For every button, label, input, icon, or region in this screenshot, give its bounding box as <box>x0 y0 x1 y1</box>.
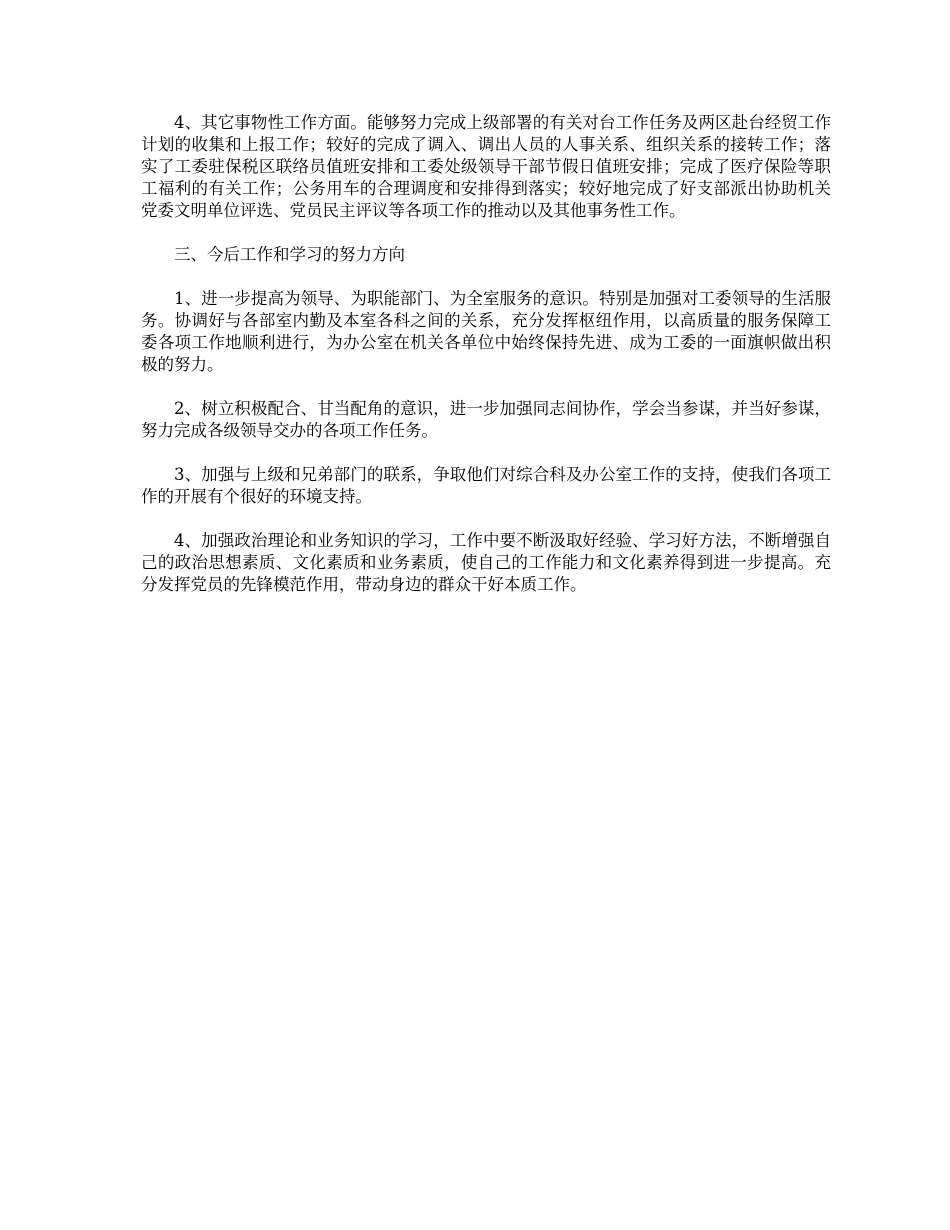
paragraph-misc-work: 4、其它事物性工作方面。能够努力完成上级部署的有关对台工作任务及两区赴台经贸工作计划的收集和上报工作；较好的完成了调入、调出人员的人事关系、组织关系的接转工作；落实了工委驻保税区联络员值班安排和工委处级领导干部节假日值班安排；完成了医疗保险等职工福利的有关工作；公务用车的合理调度和安排得到落实；较好地完成了好支部派出协助机关党委文明单位评选、党员民主评议等各项工作的推动以及其他事务性工作。 <box>141 113 831 220</box>
paragraph-service-awareness: 1、进一步提高为领导、为职能部门、为全室服务的意识。特别是加强对工委领导的生活服务。协调好与各部室内勤及本室各科之间的关系，充分发挥枢纽作用，以高质量的服务保障工委各项工作地顺利进行，为办公室在机关各单位中始终保持先进、成为工委的一面旗帜做出积极的努力。 <box>141 289 831 374</box>
paragraph-cooperation: 2、树立积极配合、甘当配角的意识，进一步加强同志间协作，学会当参谋，并当好参谋，努力完成各级领导交办的各项工作任务。 <box>141 399 831 440</box>
document-body <box>141 112 831 596</box>
section-heading-future-direction: 三、今后工作和学习的努力方向 <box>174 245 405 264</box>
paragraph-liaison: 3、加强与上级和兄弟部门的联系，争取他们对综合科及办公室工作的支持，使我们各项工作的开展有个很好的环境支持。 <box>141 465 831 506</box>
paragraph-study: 4、加强政治理论和业务知识的学习，工作中要不断汲取好经验、学习好方法，不断增强自己的政治思想素质、文化素质和业务素质，使自己的工作能力和文化素养得到进一步提高。充分发挥党员的先锋模范作用，带动身边的群众干好本质工作。 <box>141 531 831 594</box>
